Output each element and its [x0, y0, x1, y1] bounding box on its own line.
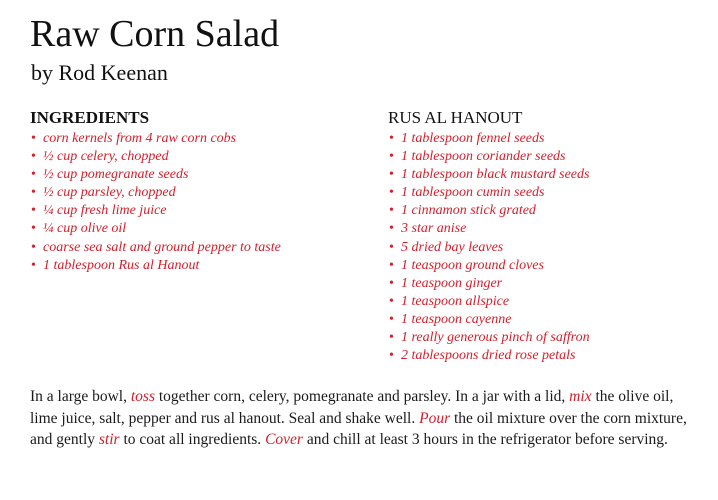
- instruction-text: In a large bowl,: [30, 388, 131, 405]
- ingredient-item: • 1 tablespoon Rus al Hanout: [30, 257, 360, 275]
- ingredient-item: • ¼ cup fresh lime juice: [30, 202, 360, 220]
- recipe-byline: by Rod Keenan: [31, 60, 168, 85]
- spice-item: • 1 tablespoon cumin seeds: [388, 184, 708, 202]
- instruction-text: the oil mixture over the corn mixture, and gently: [30, 409, 687, 448]
- rus-al-hanout-section: [388, 108, 708, 365]
- spice-item: • 1 tablespoon coriander seeds: [388, 148, 708, 166]
- ingredient-item: • ½ cup celery, chopped: [30, 148, 360, 166]
- instruction-verb-pour: Pour: [419, 409, 451, 427]
- spice-item: • 1 cinnamon stick grated: [388, 202, 708, 220]
- ingredients-section: [30, 108, 360, 275]
- ingredient-item: • coarse sea salt and ground pepper to taste: [30, 239, 360, 257]
- ingredient-item: • ¼ cup olive oil: [30, 220, 360, 238]
- spice-item: • 1 teaspoon ginger: [388, 275, 708, 293]
- instructions-paragraph: [30, 386, 702, 451]
- spice-item: • 3 star anise: [388, 220, 708, 238]
- instruction-text: and chill at least 3 hours in the refrigerator before serving.: [302, 431, 668, 448]
- recipe-title: Raw Corn Salad: [30, 13, 280, 55]
- ingredients-list: [30, 130, 360, 275]
- spice-item: • 1 teaspoon cayenne: [388, 311, 708, 329]
- spice-item: • 1 teaspoon ground cloves: [388, 257, 708, 275]
- instruction-text: to coat all ingredients.: [119, 431, 266, 448]
- instruction-verb-toss: toss: [130, 388, 155, 405]
- ingredient-item: • ½ cup parsley, chopped: [30, 184, 360, 202]
- spice-item: • 1 really generous pinch of saffron: [388, 329, 708, 347]
- spice-item: • 2 tablespoons dried rose petals: [388, 347, 708, 365]
- instruction-text: the olive oil, lime juice, salt, pepper and rus al hanout. Seal and shake well.: [30, 388, 674, 427]
- ingredient-item: • ½ cup pomegranate seeds: [30, 166, 360, 184]
- rus-al-hanout-heading: RUS AL HANOUT: [388, 108, 523, 127]
- instruction-verb-stir: stir: [98, 431, 120, 448]
- instruction-verb-cover: Cover: [265, 431, 303, 448]
- ingredients-heading: INGREDIENTS: [30, 108, 150, 127]
- spice-item: • 1 teaspoon allspice: [388, 293, 708, 311]
- instruction-verb-mix: mix: [569, 388, 592, 405]
- spice-item: • 1 tablespoon black mustard seeds: [388, 166, 708, 184]
- spice-item: • 1 tablespoon fennel seeds: [388, 130, 708, 148]
- rus-al-hanout-list: [388, 130, 708, 365]
- instruction-text: together corn, celery, pomegranate and parsley. In a jar with a lid,: [155, 388, 570, 405]
- ingredient-item: • corn kernels from 4 raw corn cobs: [30, 130, 360, 148]
- spice-item: • 5 dried bay leaves: [388, 239, 708, 257]
